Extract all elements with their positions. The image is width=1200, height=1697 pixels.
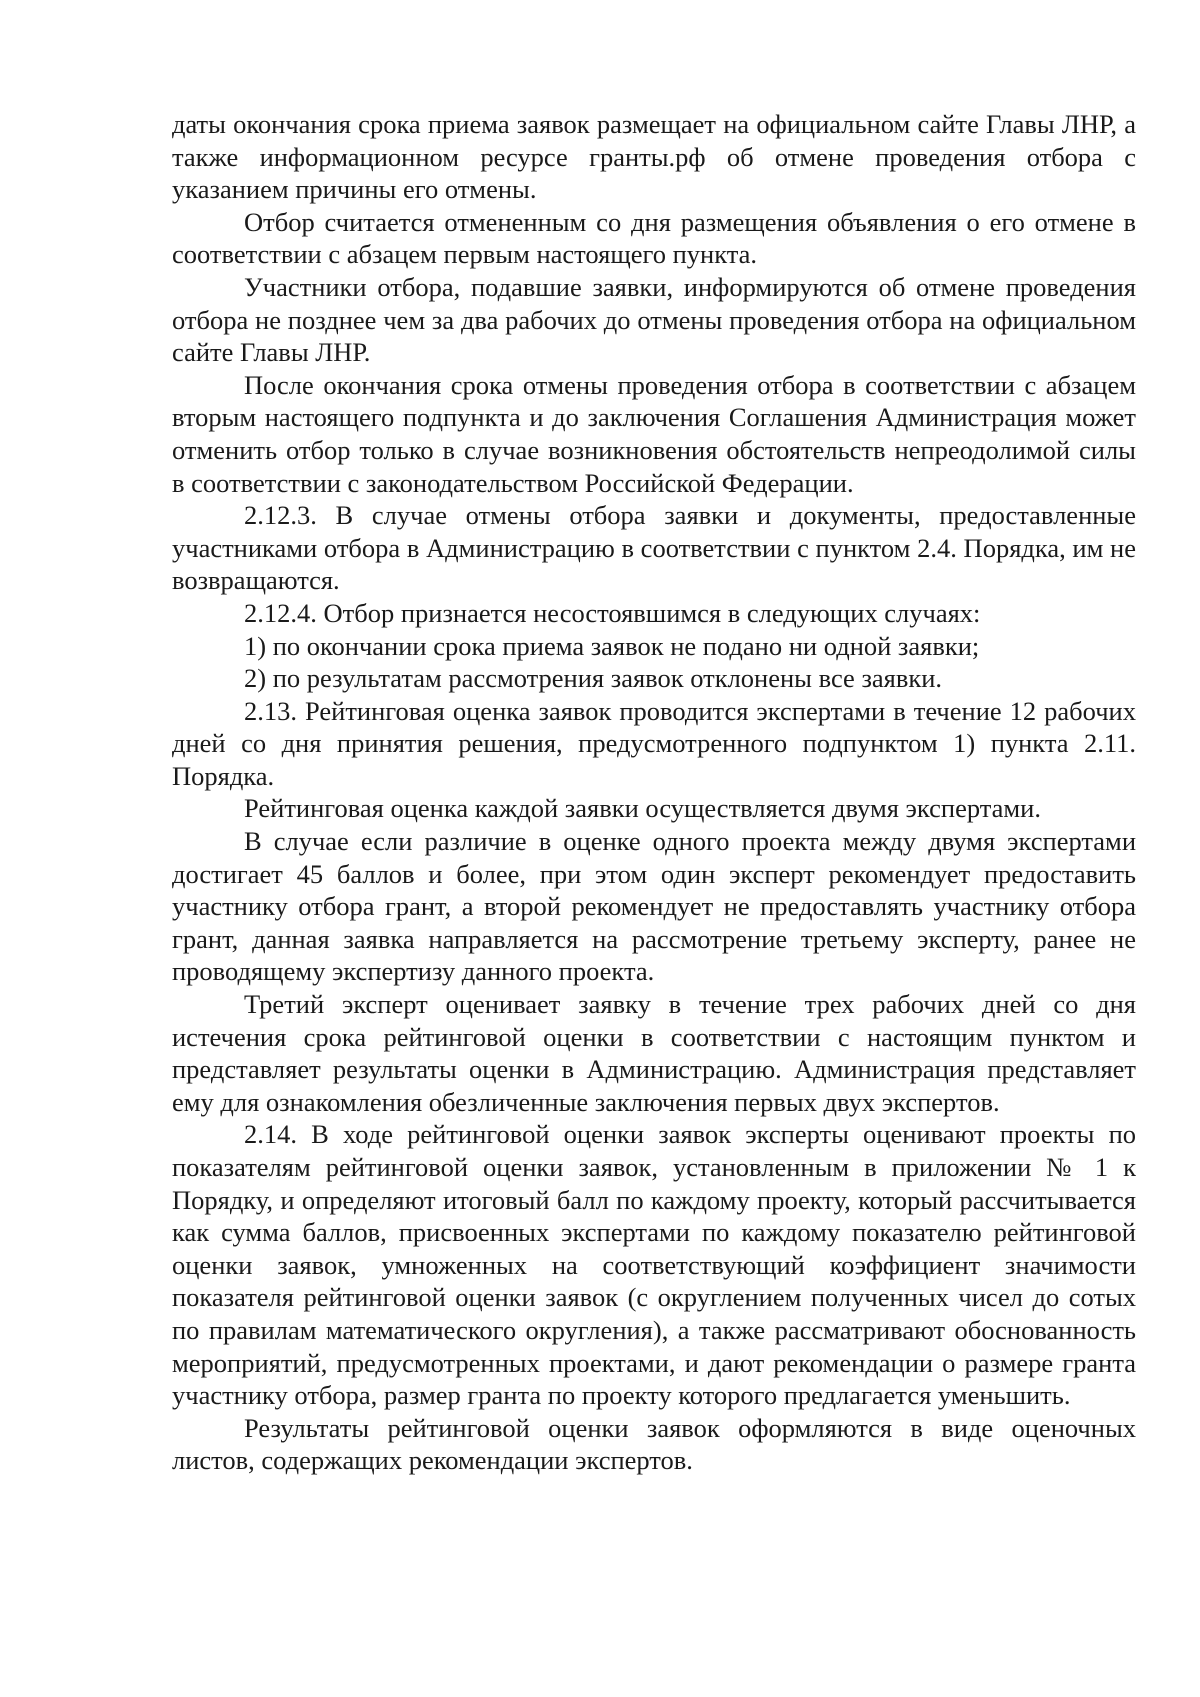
paragraph-participants-informed: Участники отбора, подавшие заявки, информируются об отмене проведения отбора не позднее чем за два рабочих до отмены проведения отбора на официальном сайте Главы ЛНР. (172, 271, 1136, 368)
paragraph-cancellation-notice: даты окончания срока приема заявок размещает на официальном сайте Главы ЛНР, а также информационном ресурсе гранты.рф об отмене проведения отбора с указанием причины его отмены. (172, 109, 1136, 205)
paragraph-third-expert-evaluation: Третий эксперт оценивает заявку в течение трех рабочих дней со дня истечения срока рейтинговой оценки в соответствии с настоящим пунктом и представляет результаты оценки в Администрацию. Администрация представляет ему для ознакомления обезличенные заключения первых двух экспертов. (172, 989, 1136, 1117)
paragraph-2-12-3: 2.12.3. В случае отмены отбора заявки и документы, предоставленные участниками отбора в Администрацию в соответствии с пунктом 2.4. Порядка, им не возвращаются. (172, 500, 1136, 596)
list-item-2: 2) по результатам рассмотрения заявок отклонены все заявки. (244, 663, 943, 694)
paragraph-evaluation-results: Результаты рейтинговой оценки заявок оформляются в виде оценочных листов, содержащих рекомендации экспертов. (172, 1412, 1136, 1476)
paragraph-cancellation-date: Отбор считается отмененным со дня размещения объявления о его отмене в соответствии с абзацем первым настоящего пункта. (172, 206, 1136, 270)
paragraph-third-expert-referral: В случае если различие в оценке одного проекта между двумя экспертами достигает 45 баллов и более, при этом один эксперт рекомендует предоставить участнику отбора грант, а второй рекомендует не предоставлять участнику отбора грант, данная заявка направляется на рассмотрение третьему эксперту, ранее не проводящему экспертизу данного проекта. (172, 826, 1136, 987)
paragraph-2-14: 2.14. В ходе рейтинговой оценки заявок эксперты оценивают проекты по показателям рейтинговой оценки заявок, установленным в приложении № 1 к Порядку, и определяют итоговый балл по каждому проекту, который рассчитывается как сумма баллов, присвоенных экспертами по каждому показателю рейтинговой оценки заявок, умноженных на соответствующий коэффициент значимости показателя рейтинговой оценки заявок (с округлением полученных чисел до сотых по правилам математического округления), а также рассматривают обоснованность мероприятий, предусмотренных проектами, и дают рекомендации о размере гранта участнику отбора, размер гранта по проекту которого предлагается уменьшить. (172, 1119, 1136, 1411)
paragraph-2-12-4: 2.12.4. Отбор признается несостоявшимся в следующих случаях: (244, 597, 981, 628)
paragraph-force-majeure: После окончания срока отмены проведения отбора в соответствии с абзацем вторым настоящего подпункта и до заключения Соглашения Администрация может отменить отбор только в случае возникновения обстоятельств непреодолимой силы в соответствии с законодательством Российской Федерации. (172, 369, 1136, 498)
document-page (172, 108, 1136, 1477)
paragraph-2-13: 2.13. Рейтинговая оценка заявок проводится экспертами в течение 12 рабочих дней со дня принятия решения, предусмотренного подпунктом 1) пункта 2.11. Порядка. (172, 695, 1136, 791)
list-item-1: 1) по окончании срока приема заявок не подано ни одной заявки; (244, 630, 980, 661)
paragraph-two-experts: Рейтинговая оценка каждой заявки осуществляется двумя экспертами. (244, 793, 1041, 824)
